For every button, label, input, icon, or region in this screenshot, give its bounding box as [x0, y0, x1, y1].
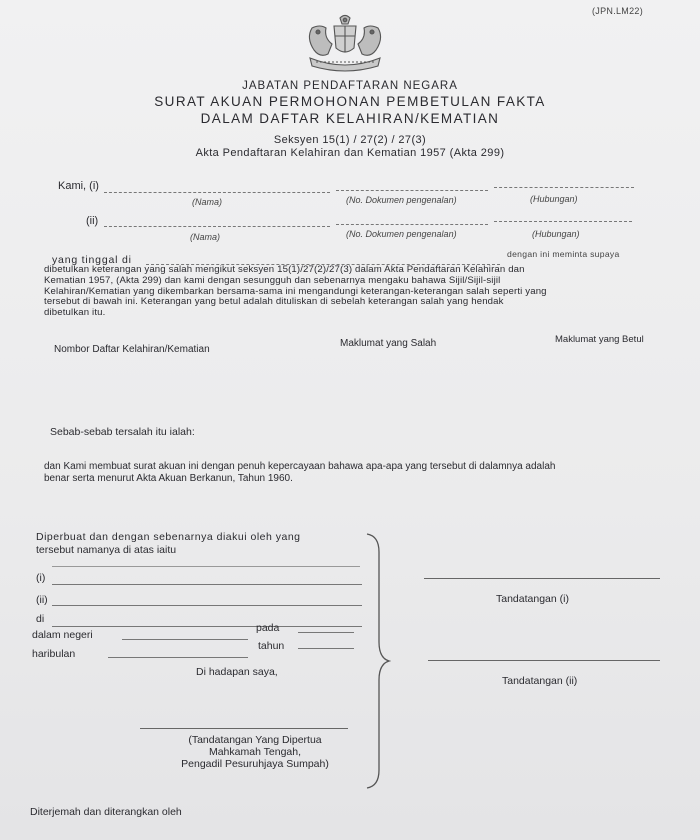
- coat-of-arms-icon: [304, 14, 386, 74]
- attestation-place-field[interactable]: [52, 626, 362, 627]
- applicant-2-relation-hint: (Hubungan): [532, 229, 580, 239]
- applicant-1-relation-hint: (Hubungan): [530, 194, 578, 204]
- applicant-1-name-hint: (Nama): [192, 197, 223, 207]
- declaration-line2: benar serta menurut Akta Akuan Berkanun, Tahun 1960.: [44, 472, 293, 484]
- applicant-1-doc-hint: (No. Dokumen pengenalan): [346, 195, 457, 205]
- residence-trailing-text: dengan ini meminta supaya: [507, 249, 620, 259]
- attestation-item2-label: (ii): [36, 594, 48, 606]
- attestation-line2-field[interactable]: [52, 566, 360, 567]
- paragraph-line5: dibetulkan itu.: [44, 307, 106, 319]
- translated-by-label: Diterjemah dan diterangkan oleh: [30, 806, 182, 818]
- paragraph-line3: Kelahiran/Kematian yang dikembarkan bersama-sama ini mengandungi keterangan-keterangan salah seperti yang: [44, 285, 547, 297]
- residence-label: yang tinggal di: [52, 254, 132, 266]
- signature-2-label: Tandatangan (ii): [502, 675, 578, 687]
- applicant-2-name-hint: (Nama): [190, 232, 221, 242]
- state-field[interactable]: [122, 639, 248, 640]
- official-signature-block: [140, 734, 370, 770]
- attestation-line1: Diperbuat dan dengan sebenarnya diakui oleh yang: [36, 531, 301, 543]
- request-paragraph: [44, 265, 660, 319]
- applicant-1-name-field[interactable]: [104, 192, 330, 193]
- applicant-2-doc-hint: (No. Dokumen pengenalan): [346, 229, 457, 239]
- register-number-heading: Nombor Daftar Kelahiran/Kematian: [54, 344, 210, 355]
- attestation-item1-label: (i): [36, 572, 46, 584]
- year-label: tahun: [258, 640, 285, 652]
- attestation-item2-field[interactable]: [52, 605, 362, 606]
- signature-1-label: Tandatangan (i): [496, 593, 569, 605]
- date-field[interactable]: [298, 632, 354, 633]
- attestation-item1-field[interactable]: [52, 584, 362, 585]
- form-title-line1: SURAT AKUAN PERMOHONAN PEMBETULAN FAKTA: [154, 94, 546, 109]
- signature-2-line[interactable]: [428, 660, 660, 661]
- applicant-2-label: (ii): [86, 215, 99, 227]
- applicant-1-relation-field[interactable]: [494, 187, 634, 188]
- applicant-1-doc-field[interactable]: [336, 190, 488, 191]
- paragraph-line4: tersebut di bawah ini. Keterangan yang betul adalah dituliskan di sebelah keterangan salah yang hendak: [44, 296, 504, 308]
- section-reference: Seksyen 15(1) / 27(2) / 27(3): [273, 134, 427, 146]
- brace-divider: [363, 532, 391, 790]
- official-line2: Mahkamah Tengah,: [208, 746, 302, 758]
- applicant-2-relation-field[interactable]: [494, 221, 632, 222]
- act-reference: Akta Pendaftaran Kelahiran dan Kematian 1957 (Akta 299): [195, 147, 505, 159]
- applicant-2-name-field[interactable]: [104, 226, 330, 227]
- official-line1: (Tandatangan Yang Dipertua: [188, 734, 322, 746]
- paragraph-line1: dibetulkan keterangan yang salah mengikut seksyen 15(1)/27(2)/27(3) dalam Akta Pendaftaran Kelahiran dan: [44, 264, 525, 275]
- day-label: haribulan: [32, 648, 76, 660]
- attestation-di-label: di: [36, 613, 45, 625]
- department-name: JABATAN PENDAFTARAN NEGARA: [242, 80, 458, 92]
- applicant-1-label: Kami, (i): [58, 180, 99, 192]
- before-me-label: Di hadapan saya,: [196, 666, 278, 678]
- official-line3: Pengadil Pesuruhjaya Sumpah): [181, 758, 329, 770]
- form-code: (JPN.LM22): [592, 6, 644, 16]
- attestation-line2: tersebut namanya di atas iaitu: [36, 544, 177, 556]
- month-field[interactable]: [108, 657, 248, 658]
- applicant-2-doc-field[interactable]: [336, 224, 488, 225]
- declaration-text: [44, 461, 664, 484]
- correct-info-heading: Maklumat yang Betul: [555, 334, 644, 345]
- year-field[interactable]: [298, 648, 354, 649]
- official-signature-line[interactable]: [140, 728, 348, 729]
- reasons-label: Sebab-sebab tersalah itu ialah:: [50, 426, 195, 438]
- form-title-line2: DALAM DAFTAR KELAHIRAN/KEMATIAN: [200, 111, 500, 126]
- state-label: dalam negeri: [32, 629, 93, 641]
- wrong-info-heading: Maklumat yang Salah: [340, 338, 437, 349]
- signature-1-line[interactable]: [424, 578, 660, 579]
- declaration-line1: dan Kami membuat surat akuan ini dengan penuh kepercayaan bahawa apa-apa yang tersebut di dalamnya adalah: [44, 461, 556, 472]
- date-on-label: pada: [256, 622, 280, 634]
- paragraph-line2: Kematian 1957, (Akta 299) dan kami dengan sesungguh dan sebenarnya mengaku bahawa Sijil/Sijil-sijil: [44, 274, 501, 286]
